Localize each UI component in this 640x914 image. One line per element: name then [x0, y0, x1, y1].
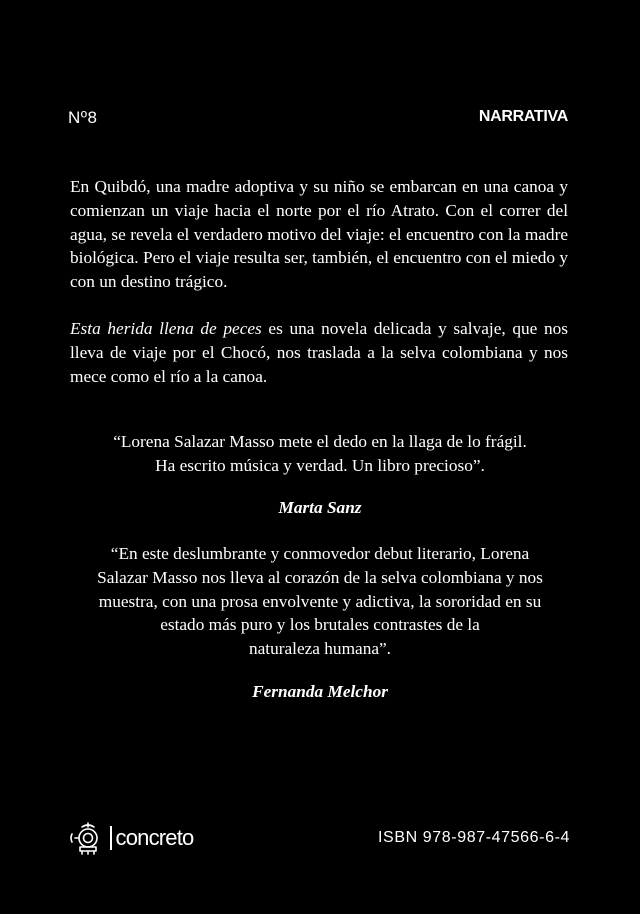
synopsis [70, 175, 568, 389]
blurb-quote [64, 542, 576, 661]
diver-helmet-icon [68, 818, 108, 858]
book-title: Esta herida llena de peces [70, 319, 262, 339]
quote-line: estado más puro y los brutales contrastes de la [160, 615, 480, 635]
issue-number: Nº8 [68, 108, 98, 127]
blurb-quote [64, 430, 576, 477]
isbn: ISBN 978-987-47566-6-4 [378, 829, 570, 846]
quote-line: Salazar Masso nos lleva al corazón de la selva colombiana y nos [97, 567, 543, 587]
category-label: NARRATIVA [478, 108, 568, 125]
quote-line: Ha escrito música y verdad. Un libro precioso”. [155, 455, 485, 475]
quote-line: “Lorena Salazar Masso mete el dedo en la llaga de lo frágil. [113, 432, 527, 451]
blurb-marta-sanz [64, 430, 576, 520]
publisher-logo [68, 818, 193, 858]
synopsis-paragraph-2 [70, 317, 568, 388]
synopsis-paragraph-1: En Quibdó, una madre adoptiva y su niño se embarcan en una canoa y comienzan un viaje hacia el norte por el río Atrato. Con el correr del agua, se revela el verdadero motivo del viaje: el encuentro con la madre biológica. Pero el viaje resulta ser, también, el encuentro con el miedo y con un destino trágico. [70, 177, 568, 292]
footer [68, 818, 570, 858]
quote-line: “En este deslumbrante y conmovedor debut literario, Lorena [110, 544, 530, 564]
logo-divider [110, 826, 112, 850]
quote-line: naturaleza humana”. [248, 638, 391, 658]
header [68, 108, 568, 132]
blurb-fernanda-melchor [64, 542, 576, 703]
publisher-name: concreto [115, 825, 194, 850]
blurb-author: Marta Sanz [278, 498, 362, 518]
synopsis-paragraph-2-text: es una novela delicada y salvaje, que nos lleva de viaje por el Chocó, nos traslada a la selva colombiana y nos mece como el río a la canoa. [70, 319, 568, 387]
quote-line: muestra, con una prosa envolvente y adictiva, la sororidad en su [98, 591, 542, 611]
blurbs [64, 430, 576, 725]
blurb-author: Fernanda Melchor [252, 681, 388, 701]
